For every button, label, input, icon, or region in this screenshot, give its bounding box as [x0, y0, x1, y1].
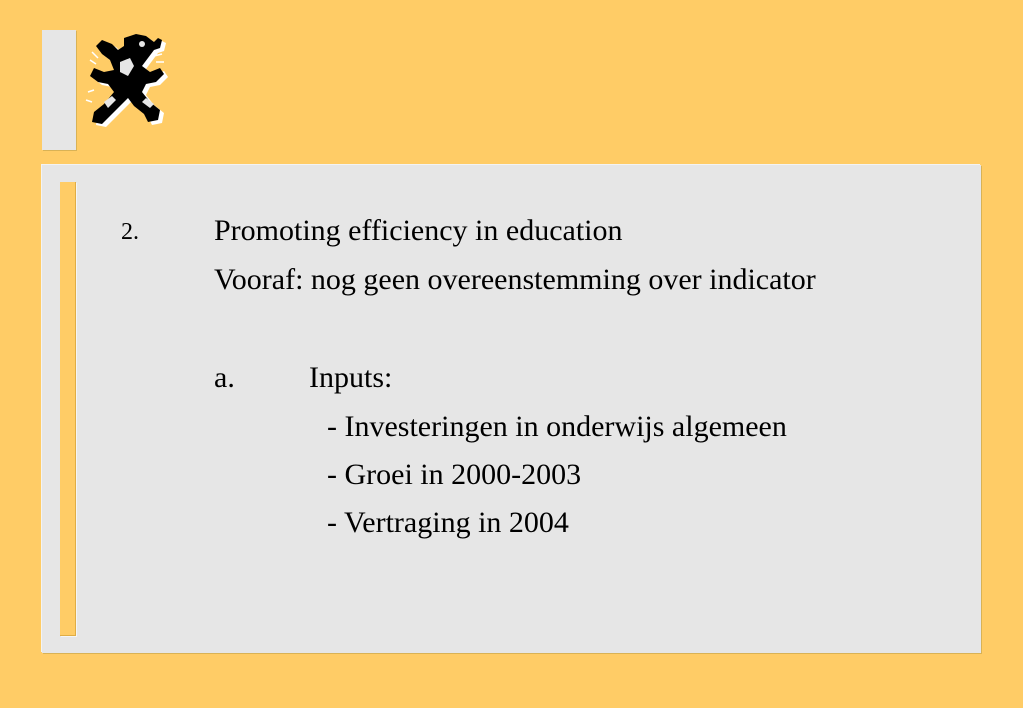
accent-bar	[60, 182, 76, 636]
logo-side-bar	[42, 30, 76, 150]
sub-item-marker: a.	[214, 361, 235, 394]
bullet-item: - Groei in 2000-2003	[327, 458, 582, 491]
slide-heading: Promoting efficiency in education	[214, 214, 623, 247]
item-number: 2.	[121, 219, 139, 245]
flemish-lion-icon	[84, 32, 170, 130]
bullet-item: - Vertraging in 2004	[327, 506, 569, 539]
slide-subheading: Vooraf: nog geen overeenstemming over indicator	[214, 263, 816, 296]
sub-item-label: Inputs:	[309, 361, 393, 394]
bullet-item: - Investeringen in onderwijs algemeen	[327, 410, 787, 443]
